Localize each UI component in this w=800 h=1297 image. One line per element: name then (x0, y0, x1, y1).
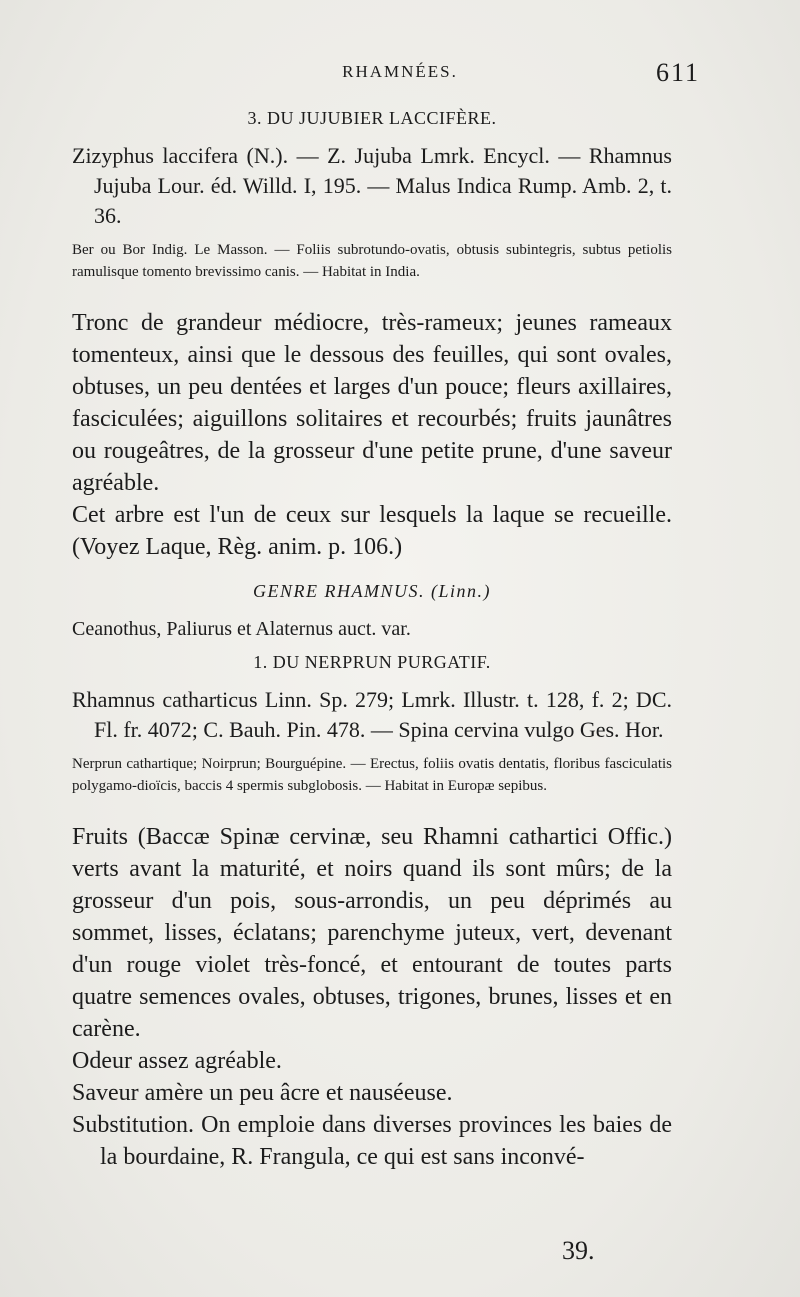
entry-title: 3. DU JUJUBIER LACCIFÈRE. (247, 108, 497, 128)
latin-note: Nerprun cathartique; Noirprun; Bourguépine. — Erectus, foliis ovatis dentatis, floribus fasciculatis polygamo-dioïcis, baccis 4 spermis subglobosis. — Habitat in Europæ sepibus. (72, 756, 672, 794)
saveur-line: Saveur amère un peu âcre et nauséeuse. (72, 1080, 453, 1106)
odeur-line: Odeur assez agréable. (72, 1048, 282, 1074)
genus-synonyms: Ceanothus, Paliurus et Alaternus auct. var. (72, 618, 411, 640)
page-number: 611 (655, 58, 700, 87)
synonymy: Zizyphus laccifera (N.). — Z. Jujuba Lmrk. Encycl. — Rhamnus Jujuba Lour. éd. Willd. I, 195. — Malus Indica Rump. Amb. 2, t. 36. (72, 143, 672, 228)
genus-title: GENRE RHAMNUS. (Linn.) (253, 581, 491, 601)
latin-note: Ber ou Bor Indig. Le Masson. — Foliis subrotundo-ovatis, obtusis subintegris, subtus petiolis ramulisque tomento brevissimo canis. — Habitat in India. (72, 242, 672, 280)
description: Tronc de grandeur médiocre, très-rameux; jeunes rameaux tomenteux, ainsi que le dessous des feuilles, qui sont ovales, obtuses, un peu dentées et larges d'un pouce; fleurs axillaires, fasciculées; aiguillons solitaires et recourbés; fruits jaunâtres ou rougeâtres, de la grosseur d'une petite prune, d'une saveur agréable. (72, 310, 672, 496)
entry-title: 1. DU NERPRUN PURGATIF. (253, 652, 491, 672)
running-head (0, 58, 800, 90)
substitution-paragraph: Substitution. On emploie dans diverses provinces les baies de la bourdaine, R. Frangula, ce qui est sans inconvé- (72, 1112, 672, 1170)
description: Fruits (Baccæ Spinæ cervinæ, seu Rhamni cathartici Offic.) verts avant la maturité, et noirs quand ils sont mûrs; de la grosseur d'un pois, sous-arrondis, un peu déprimés au sommet, lisses, éclatans; parenchyme juteux, vert, devenant d'un rouge violet très-foncé, et entourant de toutes parts quatre semences ovales, obtuses, trigones, brunes, lisses et en carène. (72, 824, 672, 1042)
page-content (72, 108, 672, 1173)
synonymy: Rhamnus catharticus Linn. Sp. 279; Lmrk. Illustr. t. 128, f. 2; DC. Fl. fr. 4072; C. Bauh. Pin. 478. — Spina cervina vulgo Ges. Hor. (72, 687, 672, 742)
running-title: RHAMNÉES. (342, 62, 458, 81)
usage-paragraph: Cet arbre est l'un de ceux sur lesquels la laque se recueille. (Voyez Laque, Règ. anim. p. 106.) (72, 502, 672, 560)
signature-mark: 39. (562, 1236, 595, 1265)
